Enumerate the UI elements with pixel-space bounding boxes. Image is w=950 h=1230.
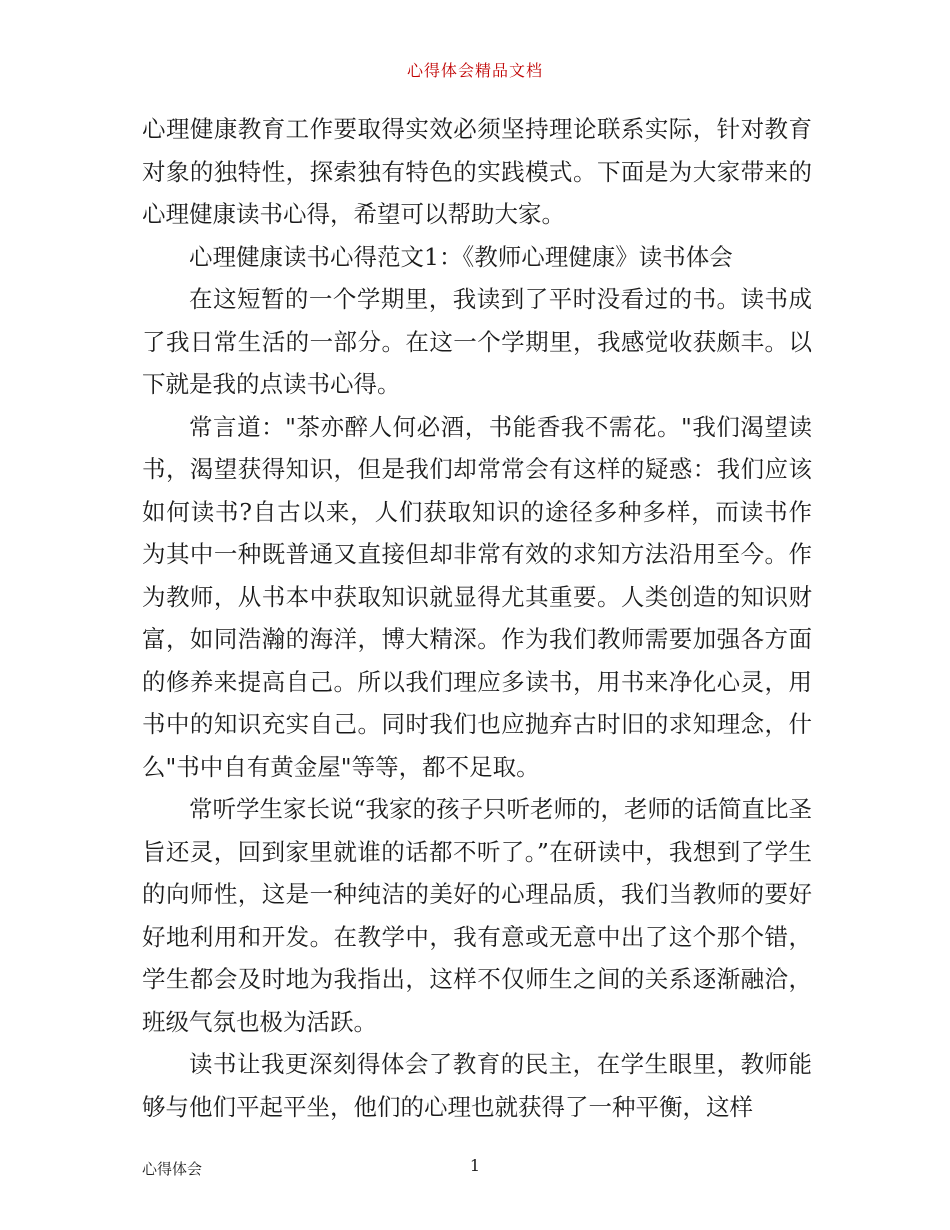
- document-header-title: 心得体会精品文档: [406, 61, 543, 80]
- intro-paragraph: 心理健康教育工作要取得实效必须坚持理论联系实际，针对教育对象的独特性，探索独有特色的实践模式。下面是为大家带来的心理健康读书心得，希望可以帮助大家。: [142, 115, 812, 228]
- page-number: 1: [469, 1156, 481, 1175]
- body-paragraph: 在这短暂的一个学期里，我读到了平时没看过的书。读书成了我日常生活的一部分。在这一个学期里，我感觉收获颇丰。以下就是我的点读书心得。: [142, 285, 812, 398]
- section-heading: 心理健康读书心得范文1：《教师心理健康》读书体会: [189, 242, 733, 271]
- footer-label: 心得体会: [142, 1160, 203, 1178]
- body-paragraph: 常言道："茶亦醉人何必酒，书能香我不需花。"我们渴望读书，渴望获得知识，但是我们却常常会有这样的疑惑：我们应该如何读书?自古以来，人们获取知识的途径多种多样，而读书作为其中一种既普通又直接但却非常有效的求知方法沿用至今。作为教师，从书本中获取知识就显得尤其重要。人类创造的知识财富，如同浩瀚的海洋，博大精深。作为我们教师需要加强各方面的修养来提高自己。所以我们理应多读书，用书来净化心灵，用书中的知识充实自己。同时我们也应抛弃古时旧的求知理念，什么"书中自有黄金屋"等等，都不足取。: [142, 412, 812, 781]
- body-paragraph: 常听学生家长说“我家的孩子只听老师的，老师的话简直比圣旨还灵，回到家里就谁的话都不听了。”在研读中，我想到了学生的向师性，这是一种纯洁的美好的心理品质，我们当教师的要好好地利用和开发。在教学中，我有意或无意中出了这个那个错，学生都会及时地为我指出，这样不仅师生之间的关系逐渐融洽，班级气氛也极为活跃。: [142, 795, 813, 1036]
- body-paragraph: 读书让我更深刻得体会了教育的民主，在学生眼里，教师能够与他们平起平坐，他们的心理也就获得了一种平衡，这样: [142, 1050, 812, 1121]
- document-body: [142, 108, 812, 1128]
